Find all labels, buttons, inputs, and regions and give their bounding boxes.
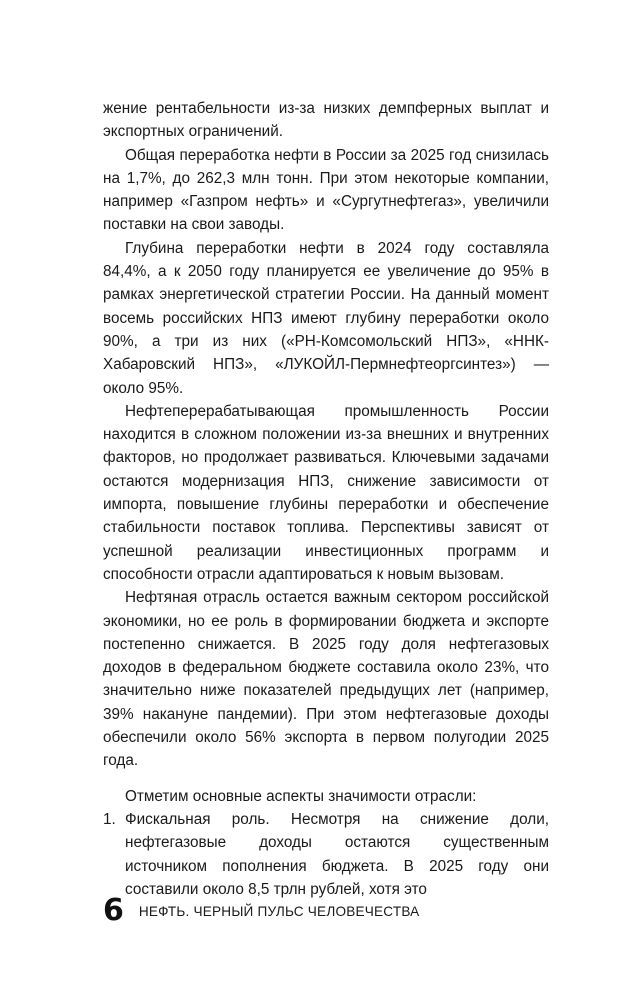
paragraph-industry-state: Нефтеперерабатывающая промышленность России находится в сложном положении из-за внешних и внутренних факторов, но продолжает развиваться. Ключевыми задачами остаются модернизация НПЗ, снижение зависимости от импорта, повышение глубины переработки и обеспечение стабильности поставок топлива. Перспективы зависят от успешной реализации инвестиционных программ и способности отрасли адаптироваться к новым вызовам. (103, 402, 549, 583)
list-item-text: Фискальная роль. Несмотря на снижение доли, нефтегазовые доходы остаются существенным источником пополнения бюджета. В 2025 году они составили около 8,5 трлн рублей, хотя это (125, 810, 549, 898)
running-title: НЕФТЬ. ЧЕРНЫЙ ПУЛЬС ЧЕЛОВЕЧЕСТВА (138, 903, 420, 919)
paragraph-oil-refining-volume: Общая переработка нефти в России за 2025 год снизилась на 1,7%, до 262,3 млн тонн. При этом некоторые компании, например «Газпром нефть» и «Сургутнефтегаз», увеличили поставки на свои заводы. (103, 146, 549, 234)
paragraph-aspects-intro: Отметим основные аспекты значимости отрасли: (125, 787, 477, 805)
page-body (103, 97, 549, 901)
paragraph-continued: жение рентабельности из-за низких демпферных выплат и экспортных ограничений. (103, 100, 549, 141)
page-footer (103, 893, 420, 928)
list-item-number: 1. (103, 810, 116, 828)
page-number: 6 (103, 893, 123, 928)
aspects-list (103, 808, 549, 901)
paragraph-economy-role: Нефтяная отрасль остается важным сектором российской экономики, но ее роль в формировании бюджета и экспорте постепенно снижается. В 2025 году доля нефтегазовых доходов в федеральном бюджете составила около 23%, что значительно ниже показателей предыдущих лет (например, 39% накануне пандемии). При этом нефтегазовые доходы обеспечили около 56% экспорта в первом полугодии 2025 года. (103, 589, 549, 770)
paragraph-refining-depth: Глубина переработки нефти в 2024 году составляла 84,4%, а к 2050 году планируется ее увеличение до 95% в рамках энергетической стратегии России. На данный момент восемь российских НПЗ имеют глубину переработки около 90%, а три из них («РН-Комсомольский НПЗ», «ННК-Хабаровский НПЗ», «ЛУКОЙЛ-Пермнефтеоргсинтез») — около 95%. (103, 239, 549, 397)
list-item (103, 808, 549, 901)
